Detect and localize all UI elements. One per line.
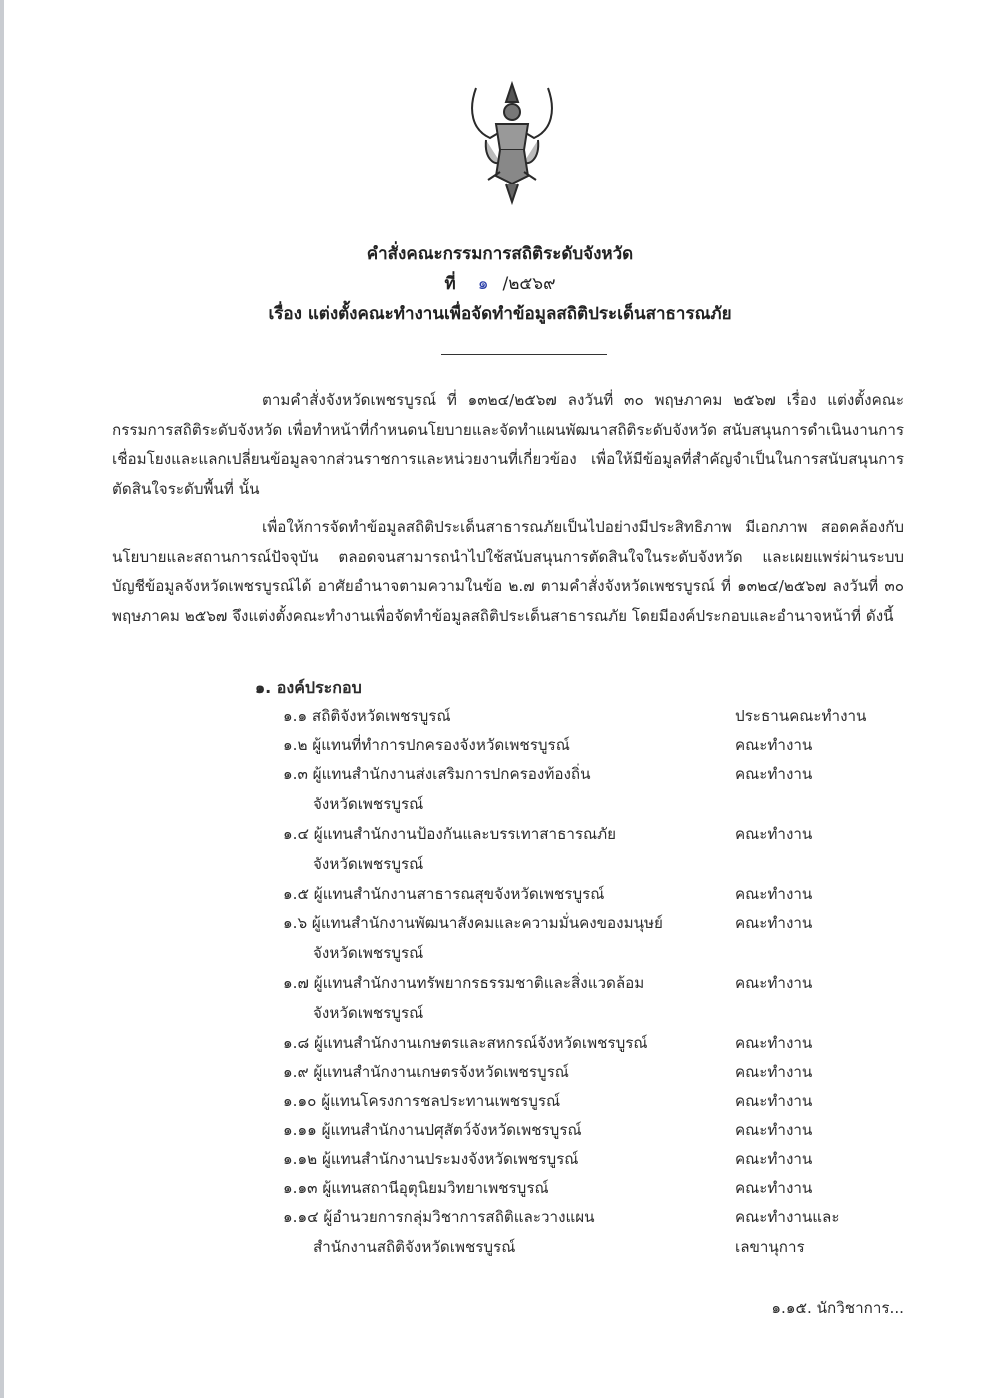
scan-left-edge: [0, 0, 4, 1398]
document-number: [0, 270, 1000, 297]
paragraph-1-text: ตามคำสั่งจังหวัดเพชรบูรณ์ ที่ ๑๓๒๔/๒๕๖๗ ลงวันที่ ๓๐ พฤษภาคม ๒๕๖๗ เรื่อง แต่งตั้งคณะกรรมการสถิติระดับจังหวัด เพื่อทำหน้าที่กำหนดนโยบายและจัดทำแผนพัฒนาสถิติระดับจังหวัด สนับสนุนการดำเนินงานการเชื่อมโยงและแลกเปลี่ยนข้อมูลจากส่วนราชการและหน่วยงานที่เกี่ยวข้อง เพื่อให้มีข้อมูลที่สำคัญจำเป็นในการสนับสนุนการตัดสินใจระดับพื้นที่ นั้น: [112, 391, 904, 498]
member-label: [283, 1116, 723, 1146]
member-name: ๑.๓ ผู้แทนสำนักงานส่งเสริมการปกครองท้องถิ่น: [283, 765, 591, 783]
order-number: ๑: [477, 274, 489, 294]
section-heading: ๑. องค์ประกอบ: [255, 678, 362, 697]
member-role: [735, 760, 812, 790]
member-role-text-2: เลขานุการ: [735, 1237, 805, 1256]
member-role: [735, 1029, 812, 1059]
member-name: ๑.๘ ผู้แทนสำนักงานเกษตรและสหกรณ์จังหวัดเพชรบูรณ์: [283, 1034, 648, 1052]
paragraph-2-text: เพื่อให้การจัดทำข้อมูลสถิติประเด็นสาธารณภัยเป็นไปอย่างมีประสิทธิภาพ มีเอกภาพ สอดคล้องกับนโยบายและสถานการณ์ปัจจุบัน ตลอดจนสามารถนำไปใช้สนับสนุนการตัดสินใจในระดับจังหวัด และเผยแพร่ผ่านระบบบัญชีข้อมูลจังหวัดเพชรบูรณ์ได้ อาศัยอำนาจตามความในข้อ ๒.๗ ตามคำสั่งจังหวัดเพชรบูรณ์ ที่ ๑๓๒๔/๒๕๖๗ ลงวันที่ ๓๐ พฤษภาคม ๒๕๖๗ จึงแต่งตั้งคณะทำงานเพื่อจัดทำข้อมูลสถิติประเด็นสาธารณภัย โดยมีองค์ประกอบและอำนาจหน้าที่ ดังนี้: [112, 518, 904, 625]
member-role-text: คณะทำงาน: [735, 765, 813, 783]
member-name: ๑.๑๒ ผู้แทนสำนักงานประมงจังหวัดเพชรบูรณ์: [283, 1150, 579, 1168]
member-role: [735, 1058, 812, 1088]
member-role-text: คณะทำงาน: [735, 825, 813, 843]
member-name: ๑.๔ ผู้แทนสำนักงานป้องกันและบรรเทาสาธารณภัย: [283, 825, 617, 843]
member-role: [735, 1145, 812, 1175]
member-role-text: คณะทำงาน: [735, 1150, 813, 1168]
member-role: [735, 880, 812, 910]
member-role-text: คณะทำงาน: [735, 1063, 813, 1081]
member-role-text: คณะทำงาน: [735, 1092, 813, 1110]
member-role-text: คณะทำงาน: [735, 974, 813, 992]
document-title: คำสั่งคณะกรรมการสถิติระดับจังหวัด: [366, 244, 634, 264]
member-role-text: คณะทำงานและ: [735, 1208, 840, 1226]
member-role-text: คณะทำงาน: [735, 736, 813, 754]
member-role: [735, 1087, 812, 1117]
member-label: [283, 1029, 723, 1059]
member-role-text: คณะทำงาน: [735, 1179, 813, 1197]
member-role-text: คณะทำงาน: [735, 1121, 813, 1139]
garuda-emblem-icon: [466, 80, 558, 208]
member-label: [283, 1203, 723, 1262]
member-label: [283, 1058, 723, 1088]
member-name: ๑.๕ ผู้แทนสำนักงานสาธารณสุขจังหวัดเพชรบูรณ์: [283, 885, 605, 903]
member-name-cont: จังหวัดเพชรบูรณ์: [313, 943, 424, 962]
member-name-cont: จังหวัดเพชรบูรณ์: [313, 794, 424, 813]
member-name: ๑.๒ ผู้แทนที่ทำการปกครองจังหวัดเพชรบูรณ์: [283, 736, 570, 754]
member-role-text: คณะทำงาน: [735, 914, 813, 932]
member-name: ๑.๑๓ ผู้แทนสถานีอุตุนิยมวิทยาเพชรบูรณ์: [283, 1179, 549, 1197]
member-name-cont: จังหวัดเพชรบูรณ์: [313, 1003, 424, 1022]
member-role: [735, 1203, 840, 1262]
member-label: [283, 760, 723, 819]
member-label: [283, 820, 723, 879]
member-name: ๑.๑ สถิติจังหวัดเพชรบูรณ์: [283, 707, 451, 725]
member-role-text: คณะทำงาน: [735, 1034, 813, 1052]
member-name: ๑.๖ ผู้แทนสำนักงานพัฒนาสังคมและความมั่นคงของมนุษย์: [283, 914, 663, 932]
member-label: [283, 909, 723, 968]
member-label: [283, 731, 723, 761]
continuation-note: ๑.๑๕. นักวิชาการ...: [771, 1299, 904, 1317]
member-role: [735, 731, 812, 761]
member-label: [283, 702, 723, 732]
title-divider: [441, 354, 607, 355]
paragraph-2: [112, 513, 904, 631]
member-label: [283, 880, 723, 910]
member-role: [735, 1116, 812, 1146]
member-role-text: คณะทำงาน: [735, 885, 813, 903]
member-name: ๑.๗ ผู้แทนสำนักงานทรัพยากรธรรมชาติและสิ่งแวดล้อม: [283, 974, 645, 992]
member-role: [735, 702, 866, 732]
member-name: ๑.๑๐ ผู้แทนโครงการชลประทานเพชรบูรณ์: [283, 1092, 561, 1110]
paragraph-1: [112, 386, 904, 504]
document-subject: เรื่อง แต่งตั้งคณะทำงานเพื่อจัดทำข้อมูลสถิติประเด็นสาธารณภัย: [268, 304, 732, 324]
member-role: [735, 820, 812, 850]
member-label: [283, 1087, 723, 1117]
member-role-text: ประธานคณะทำงาน: [735, 707, 867, 725]
member-role: [735, 969, 812, 999]
number-year: /๒๕๖๙: [502, 274, 556, 294]
member-label: [283, 1145, 723, 1175]
member-name-cont: สำนักงานสถิติจังหวัดเพชรบูรณ์: [313, 1237, 516, 1256]
member-label: [283, 1174, 723, 1204]
member-name-cont: จังหวัดเพชรบูรณ์: [313, 854, 424, 873]
member-name: ๑.๑๑ ผู้แทนสำนักงานปศุสัตว์จังหวัดเพชรบูรณ์: [283, 1121, 582, 1139]
member-name: ๑.๑๔ ผู้อำนวยการกลุ่มวิชาการสถิติและวางแผน: [283, 1208, 595, 1226]
number-prefix: ที่: [444, 274, 456, 294]
member-name: ๑.๙ ผู้แทนสำนักงานเกษตรจังหวัดเพชรบูรณ์: [283, 1063, 569, 1081]
member-label: [283, 969, 723, 1028]
member-role: [735, 909, 812, 939]
member-role: [735, 1174, 812, 1204]
